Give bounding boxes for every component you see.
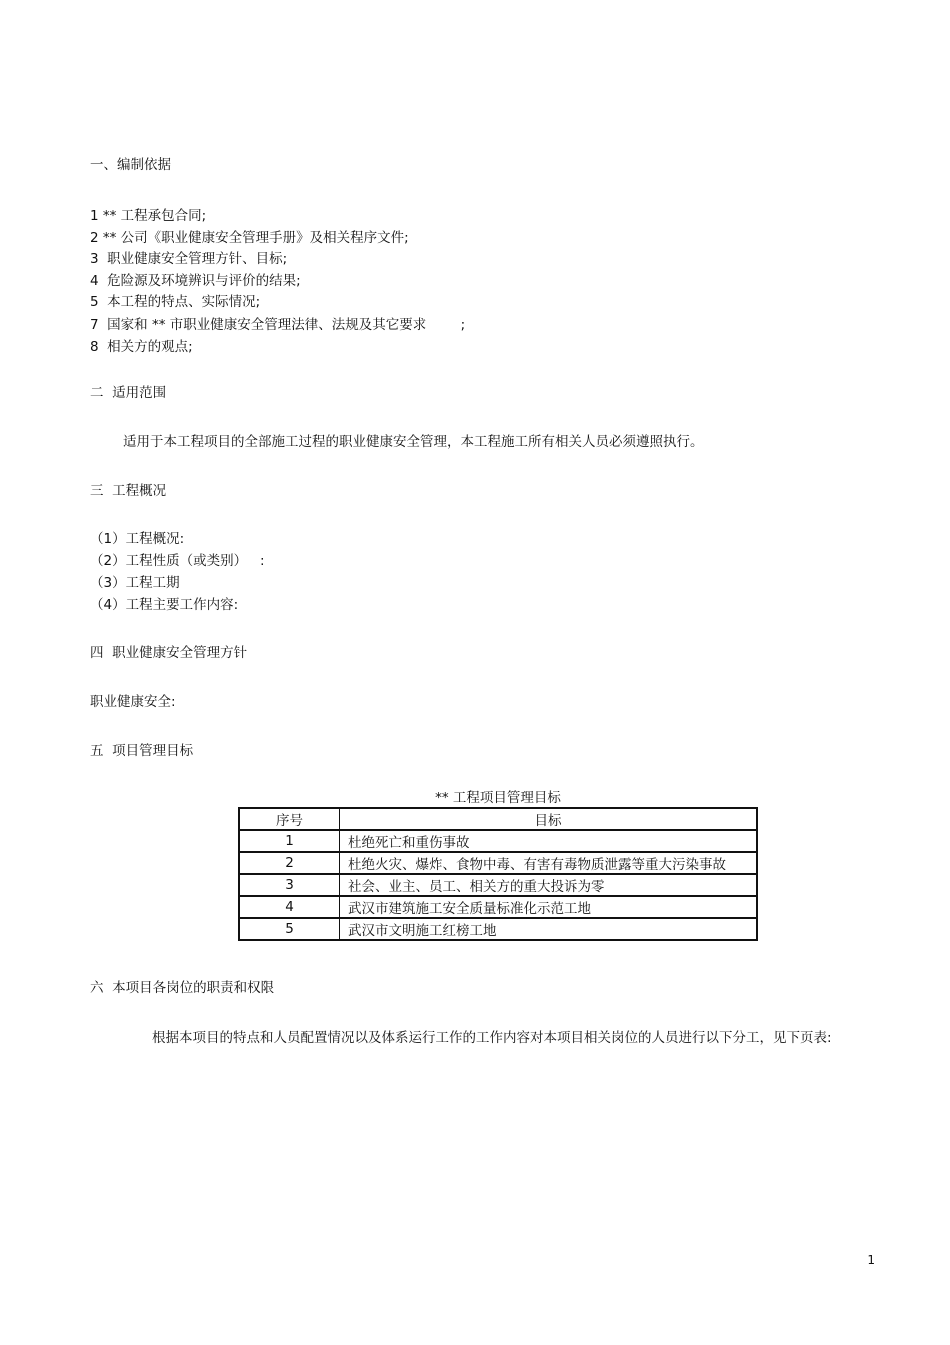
section2-heading: 二 适用范围: [90, 385, 167, 401]
section6-heading: 六 本项目各岗位的职责和权限: [90, 980, 275, 996]
table-cell-goal: 杜绝死亡和重伤事故: [340, 830, 758, 852]
table-cell-goal: 社会、业主、员工、相关方的重大投诉为零: [340, 874, 758, 896]
table-row: [239, 830, 757, 852]
table-row: [239, 918, 757, 940]
table-cell-index: 3: [239, 874, 340, 896]
basis-item-4: 4 危险源及环境辨识与评价的结果;: [90, 273, 301, 289]
table-row: [239, 874, 757, 896]
basis-item-2: 2 ** 公司《职业健康安全管理手册》及相关程序文件;: [90, 230, 409, 246]
basis-item-5: 5 本工程的特点、实际情况;: [90, 294, 261, 310]
table-cell-index: 4: [239, 896, 340, 918]
basis-item-1: 1 ** 工程承包合同;: [90, 208, 207, 224]
overview-item-3: （3）工程工期: [90, 575, 180, 591]
page-number: 1: [867, 1253, 875, 1267]
basis-item-3: 3 职业健康安全管理方针、目标;: [90, 251, 288, 267]
section1-heading: 一、编制依据: [90, 157, 171, 173]
table-header-row: [239, 808, 757, 830]
policy-paragraph: 职业健康安全:: [90, 694, 176, 710]
section5-heading: 五 项目管理目标: [90, 743, 194, 759]
section4-heading: 四 职业健康安全管理方针: [90, 645, 248, 661]
table-row: [239, 896, 757, 918]
table-header-index: 序号: [239, 808, 340, 830]
basis-item-8: 8 相关方的观点;: [90, 339, 193, 355]
table-row: [239, 852, 757, 874]
responsibilities-paragraph: 根据本项目的特点和人员配置情况以及体系运行工作的工作内容对本项目相关岗位的人员进行以下分工，见下页表:: [152, 1030, 832, 1046]
table-cell-index: 2: [239, 852, 340, 874]
basis-item-7: 7 国家和 ** 市职业健康安全管理法律、法规及其它要求 ;: [90, 317, 466, 333]
table-header-goal: 目标: [340, 808, 758, 830]
table-cell-index: 5: [239, 918, 340, 940]
section3-heading: 三 工程概况: [90, 483, 167, 499]
table-cell-goal: 武汉市建筑施工安全质量标准化示范工地: [340, 896, 758, 918]
overview-item-1: （1）工程概况:: [90, 531, 185, 547]
overview-item-2: （2）工程性质（或类别） :: [90, 553, 265, 569]
table-cell-goal: 杜绝火灾、爆炸、食物中毒、有害有毒物质泄露等重大污染事故: [340, 852, 758, 874]
table-cell-goal: 武汉市文明施工红榜工地: [340, 918, 758, 940]
scope-paragraph: 适用于本工程项目的全部施工过程的职业健康安全管理，本工程施工所有相关人员必须遵照执行。: [123, 434, 704, 450]
goals-table: [238, 807, 758, 941]
overview-item-4: （4）工程主要工作内容:: [90, 597, 239, 613]
table-cell-index: 1: [239, 830, 340, 852]
table-caption: ** 工程项目管理目标: [435, 790, 561, 806]
